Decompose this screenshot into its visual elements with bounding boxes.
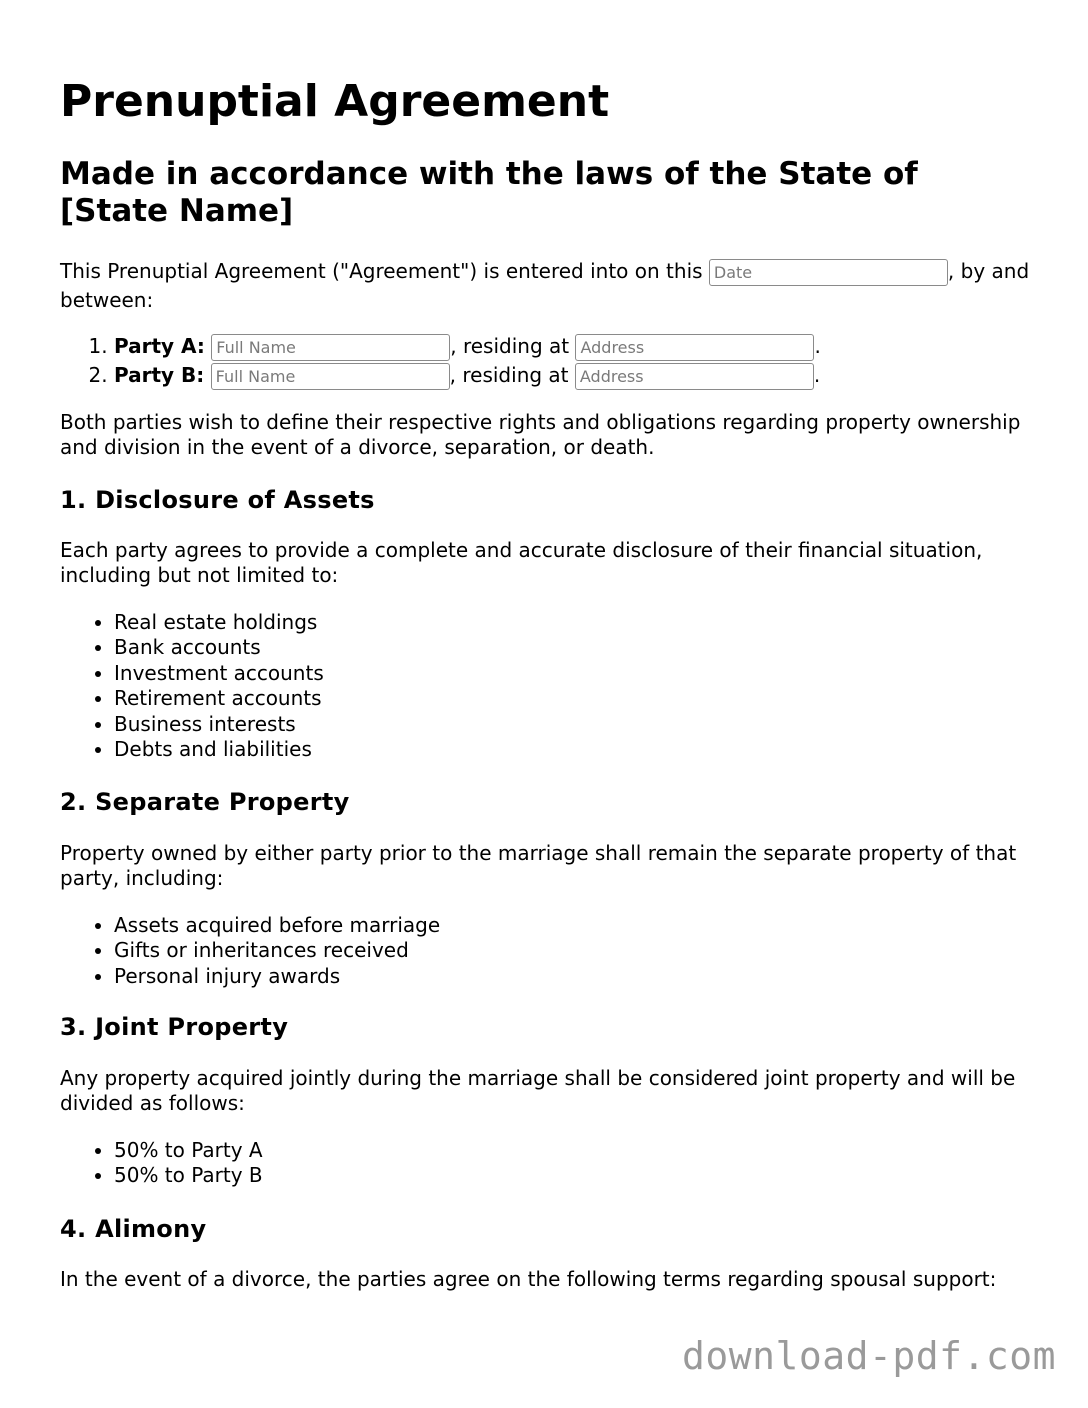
section-2-text: Property owned by either party prior to the marriage shall remain the separate property of that party, including: (60, 841, 1017, 890)
purpose-paragraph: Both parties wish to define their respective rights and obligations regarding property ownership and division in the event of a divorce, separation, or death. (60, 410, 1021, 459)
parties-list (60, 332, 821, 390)
section-4-text: In the event of a divorce, the parties agree on the following terms regarding spousal support: (60, 1267, 997, 1291)
party-a-residing-text: , residing at (450, 334, 570, 358)
party-a-label: Party A: (114, 334, 205, 358)
section-1-text: Each party agrees to provide a complete and accurate disclosure of their financial situation, including but not limited to: (60, 538, 983, 587)
party-a-end: . (814, 334, 821, 358)
list-item: • Debts and liabilities (114, 737, 324, 762)
watermark: download-pdf.com (681, 1334, 1056, 1378)
party-b-address-field[interactable] (575, 363, 814, 390)
list-item: • Bank accounts (114, 635, 324, 660)
section-2-heading: 2. Separate Property (60, 788, 350, 816)
list-item: • Retirement accounts (114, 686, 324, 711)
list-item: • 50% to Party B (114, 1163, 263, 1188)
section-1-heading: 1. Disclosure of Assets (60, 486, 375, 514)
section-3-heading: 3. Joint Property (60, 1013, 289, 1041)
list-item: • Investment accounts (114, 661, 324, 686)
section-2-list (60, 913, 440, 989)
section-3-text: Any property acquired jointly during the marriage shall be considered joint property and will be divided as follows: (60, 1066, 1016, 1115)
section-3-list (60, 1138, 263, 1189)
list-item: • Personal injury awards (114, 964, 440, 989)
party-b-item (114, 361, 821, 390)
party-b-name-field[interactable] (211, 363, 450, 390)
list-item: • Real estate holdings (114, 610, 324, 635)
intro-text: This Prenuptial Agreement ("Agreement") is entered into on this (60, 259, 703, 283)
party-a-item (114, 332, 821, 361)
party-b-residing-text: , residing at (449, 363, 569, 387)
party-a-name-field[interactable] (211, 334, 450, 361)
page-title: Prenuptial Agreement (60, 76, 610, 127)
party-b-label: Party B: (114, 363, 205, 387)
list-item: • Assets acquired before marriage (114, 913, 440, 938)
list-item: • Gifts or inheritances received (114, 938, 440, 963)
party-a-address-field[interactable] (575, 334, 814, 361)
page-subtitle: Made in accordance with the laws of the State of [State Name] (60, 156, 918, 229)
intro-text-end: , by and between: (60, 259, 1030, 312)
intro-paragraph (60, 257, 1035, 314)
section-4-heading: 4. Alimony (60, 1215, 207, 1243)
list-item: • Business interests (114, 712, 324, 737)
list-item: • 50% to Party A (114, 1138, 263, 1163)
date-field[interactable] (709, 259, 948, 286)
section-1-list (60, 610, 324, 762)
party-b-end: . (813, 363, 821, 387)
